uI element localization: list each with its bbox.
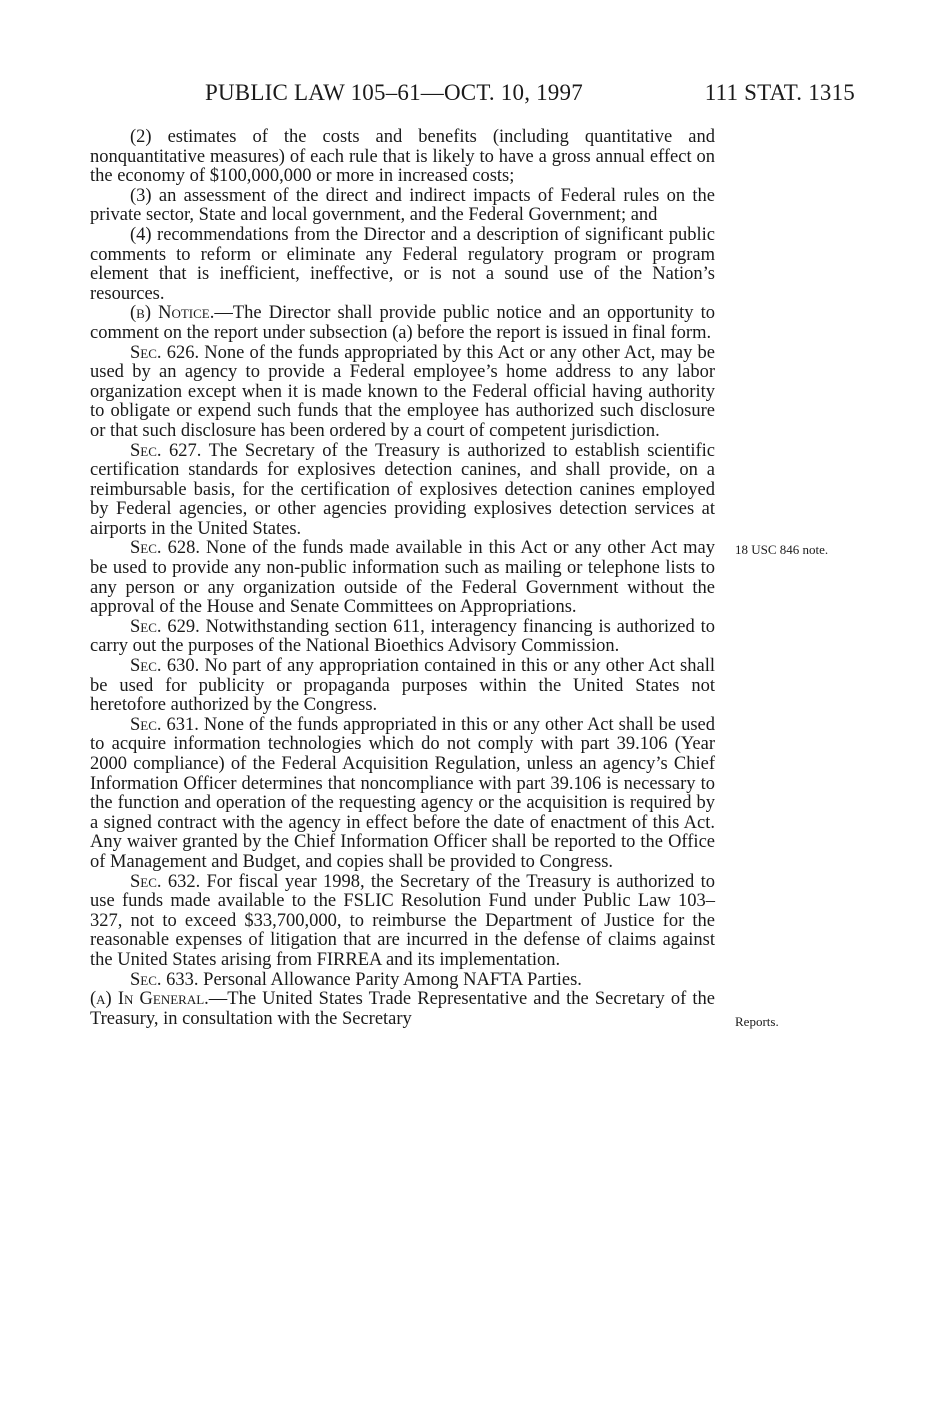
section-text: None of the funds made available in this Act or any other Act may be used to provide any non-public information such as mailing or telephone lists to any person or any organization outside of the Federal Government without the approval of the House and Senate Committees on Appropriations. bbox=[90, 538, 715, 618]
section-text: None of the funds appropriated in this or any other Act shall be used to acquire information technologies which do not comply with part 39.106 (Year 2000 compliance) of the Federal Acquisition Regulation, unless an agency’s Chief Information Officer determines that noncompliance with part 39.106 is necessary to the function and operation of the requesting agency or the acquisition is required by a signed contract with the agency in effect before the date of enactment of this Act. Any waiver granted by the Chief Information Officer shall be reported to the Office of Management and Budget, and copies shall be provided to Congress. bbox=[90, 714, 716, 872]
section-label: Sec. 631. bbox=[130, 714, 199, 735]
section-628 bbox=[90, 539, 715, 617]
section-label: Sec. 627. bbox=[130, 440, 202, 461]
section-label: Sec. 628. bbox=[130, 538, 200, 559]
section-627 bbox=[90, 442, 715, 540]
section-631 bbox=[90, 716, 715, 873]
section-label: Sec. 629. bbox=[130, 616, 200, 637]
general-text: —The United States Trade Representative and the Secretary of the Treasury, in consultation with the Secretary bbox=[90, 989, 716, 1029]
section-label: Sec. 630. bbox=[130, 656, 200, 677]
section-text: None of the funds appropriated by this Act or any other Act, may be used by an agency to provide a Federal employee’s home address to any labor organization except when it is made known to the Federal official having authority to obligate or expend such funds that the employee has authorized such disclosure or that such disclosure has been ordered by a court of competent jurisdiction. bbox=[90, 342, 716, 441]
paragraph-in-general bbox=[90, 990, 715, 1029]
section-text: Notwithstanding section 611, interagency financing is authorized to carry out the purposes of the National Bioethics Advisory Commission. bbox=[90, 616, 715, 657]
notice-label: (b) Notice. bbox=[130, 303, 215, 324]
margin-note-reports: Reports. bbox=[735, 1014, 779, 1029]
section-label: Sec. 632. bbox=[130, 871, 201, 892]
page-header bbox=[205, 80, 855, 110]
header-citation: PUBLIC LAW 105–61—OCT. 10, 1997 bbox=[205, 80, 583, 105]
general-label: (a) In General. bbox=[90, 989, 209, 1010]
paragraph-item-2: (2) estimates of the costs and benefits (including quantitative and nonquantitative measures) of each rule that is likely to have a gross annual effect on the economy of $100,000,000 or more in increased costs; bbox=[90, 127, 715, 187]
section-632 bbox=[90, 873, 715, 971]
body-text bbox=[90, 128, 715, 1029]
section-626 bbox=[90, 344, 715, 442]
notice-text: —The Director shall provide public notice and an opportunity to comment on the report under subsection (a) before the report is issued in final form. bbox=[90, 303, 715, 343]
section-text: For fiscal year 1998, the Secretary of the Treasury is authorized to use funds made available to the FSLIC Resolution Fund under Public Law 103–327, not to exceed $33,700,000, to reimburse the Department of Justice for the reasonable expenses of litigation that are incurred in the defense of claims against the United States arising from FIRREA and its implementation. bbox=[90, 871, 715, 970]
margin-note-usc: 18 USC 846 note. bbox=[735, 542, 829, 557]
section-label: Sec. 633. bbox=[130, 969, 199, 990]
section-629 bbox=[90, 618, 715, 657]
section-text: The Secretary of the Treasury is authorized to establish scientific certification standards for explosives detection canines, and shall provide, on a reimbursable basis, for the certification of explosives detection canines employed by Federal agencies, or other agencies providing explosives detection services at airports in the United States. bbox=[90, 440, 715, 539]
header-stat-page: 111 STAT. 1315 bbox=[704, 80, 855, 105]
section-label: Sec. 626. bbox=[130, 342, 200, 363]
section-630 bbox=[90, 657, 715, 716]
section-text: Personal Allowance Parity Among NAFTA Parties. bbox=[198, 969, 582, 990]
paragraph-notice bbox=[90, 304, 715, 343]
paragraph-item-4: (4) recommendations from the Director and a description of significant public comments to reform or eliminate any Federal regulatory program or program element that is inefficient, ineffective, or is not a sound use of the Nation’s resources. bbox=[90, 224, 715, 304]
section-633 bbox=[90, 971, 715, 991]
section-text: No part of any appropriation contained in this or any other Act shall be used for publicity or propaganda purposes within the United States not heretofore authorized by the Congress. bbox=[90, 656, 715, 716]
paragraph-item-3: (3) an assessment of the direct and indirect impacts of Federal rules on the private sector, State and local government, and the Federal Government; and bbox=[90, 185, 715, 226]
